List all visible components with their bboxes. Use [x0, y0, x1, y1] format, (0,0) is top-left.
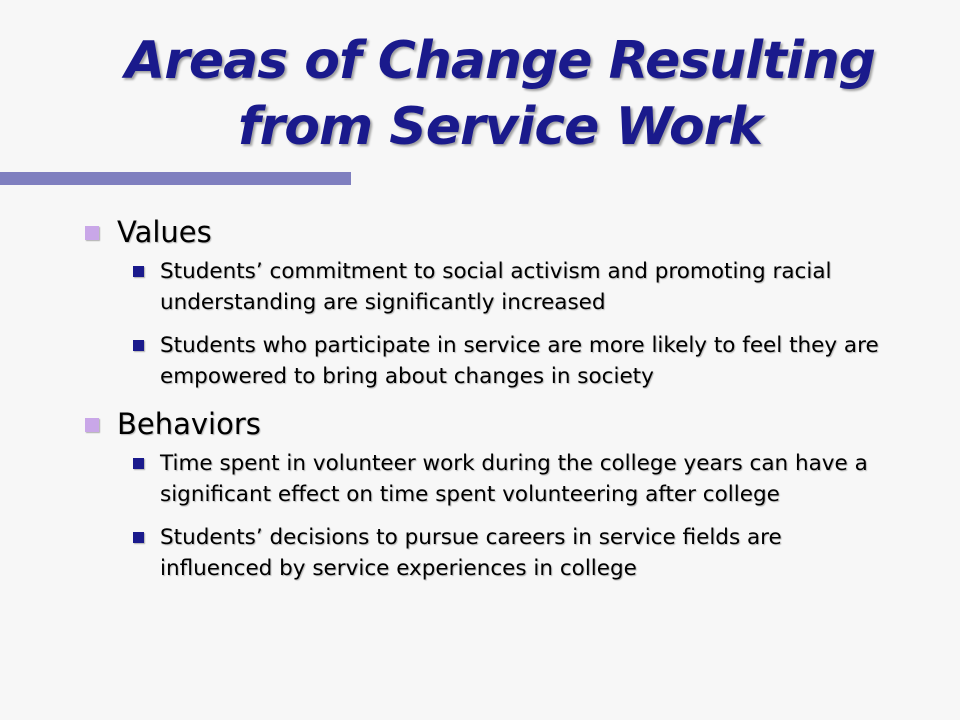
sub-bullet-list	[133, 448, 885, 584]
square-bullet-icon	[133, 532, 144, 543]
square-bullet-icon	[85, 226, 99, 240]
slide-title-line-2: from Service Work	[237, 97, 763, 157]
square-bullet-icon	[85, 418, 99, 432]
square-bullet-icon	[133, 266, 144, 277]
sub-bullet-text: Students who participate in service are more likely to feel they are empowered to bring about changes in society	[160, 333, 879, 389]
sub-bullet-item	[133, 256, 885, 318]
square-bullet-icon	[133, 340, 144, 351]
square-bullet-icon	[133, 458, 144, 469]
sub-bullet-item	[133, 448, 885, 510]
slide-title-line-1: Areas of Change Resulting	[124, 31, 876, 91]
slide-title	[0, 28, 960, 160]
bullet-values	[85, 214, 885, 250]
sub-bullet-list	[133, 256, 885, 392]
bullet-behaviors	[85, 406, 885, 442]
sub-bullet-text: Time spent in volunteer work during the college years can have a significant effect on time spent volunteering after college	[160, 451, 868, 507]
sub-bullet-text: Students’ commitment to social activism and promoting racial understanding are significantly increased	[160, 259, 832, 315]
sub-bullet-item	[133, 330, 885, 392]
bullet-heading: Behaviors	[117, 407, 261, 441]
bullet-heading: Values	[117, 215, 212, 249]
sub-bullet-item	[133, 522, 885, 584]
slide-body	[85, 214, 885, 598]
sub-bullet-text: Students’ decisions to pursue careers in service fields are influenced by service experiences in college	[160, 525, 782, 581]
title-underline-bar	[0, 172, 351, 185]
